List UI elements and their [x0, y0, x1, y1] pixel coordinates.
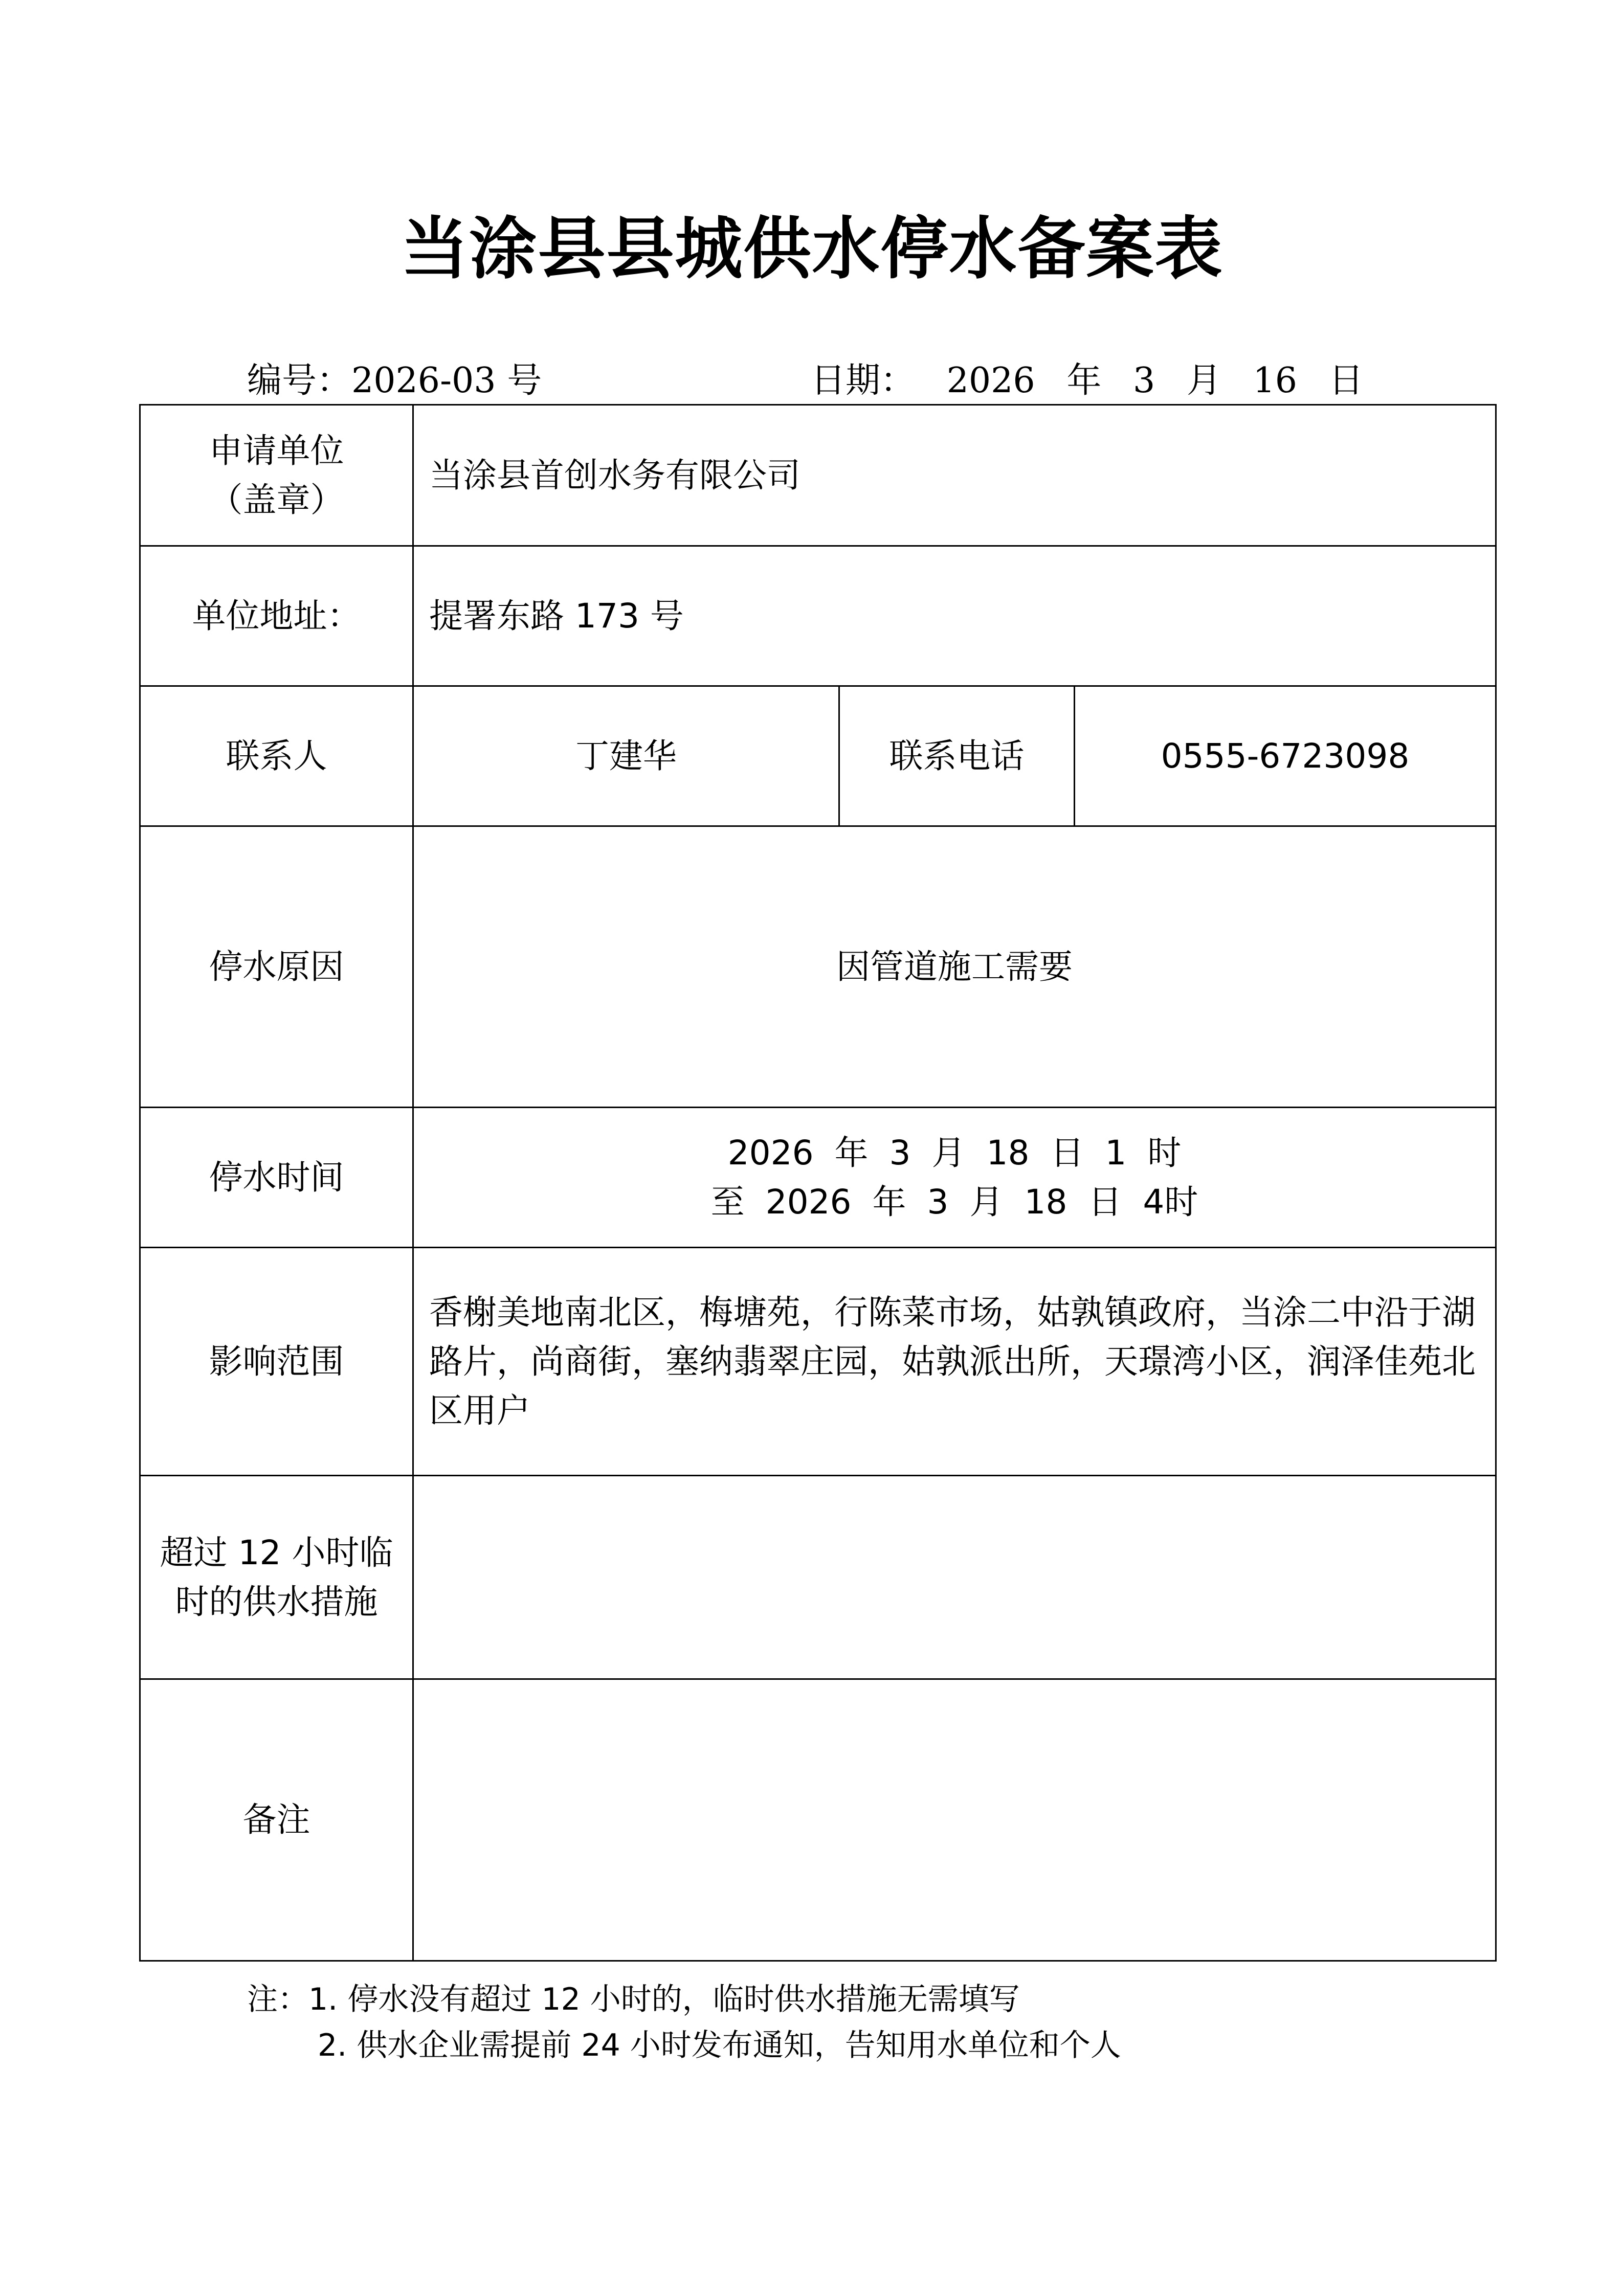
date-month: 3	[1132, 361, 1155, 401]
contact-value: 丁建华	[413, 686, 839, 826]
measures-value	[413, 1476, 1496, 1679]
applicant-label	[140, 405, 413, 546]
record-date	[811, 353, 1364, 402]
time-value	[413, 1108, 1496, 1248]
measures-label-line1: 超过 12 小时临	[160, 1533, 393, 1572]
footnote-2: 2. 供水企业需提前 24 小时发布通知，告知用水单位和个人	[318, 2028, 1121, 2063]
date-year: 2026	[946, 361, 1035, 401]
contact-label: 联系人	[140, 686, 413, 826]
address-label: 单位地址：	[140, 546, 413, 686]
time-start: 2026 年 3 月 18 日 1 时	[727, 1133, 1182, 1173]
applicant-value: 当涂县首创水务有限公司	[413, 405, 1496, 546]
footnote-1: 注：1. 停水没有超过 12 小时的，临时供水措施无需填写	[247, 1982, 1020, 2017]
date-label: 日期：	[811, 361, 916, 401]
time-label: 停水时间	[140, 1108, 413, 1248]
time-end: 至 2026 年 3 月 18 日 4时	[710, 1182, 1198, 1222]
measures-label	[140, 1476, 413, 1679]
document-title: 当涂县县城供水停水备案表	[401, 209, 1223, 288]
applicant-label-line1: 申请单位	[209, 431, 344, 470]
remarks-label: 备注	[140, 1679, 413, 1961]
record-number-value: 2026-03 号	[351, 361, 542, 401]
scope-label: 影响范围	[140, 1248, 413, 1476]
reason-label: 停水原因	[140, 826, 413, 1108]
phone-value: 0555-6723098	[1075, 686, 1496, 826]
footnotes	[247, 1976, 1121, 2068]
applicant-label-line2: （盖章）	[209, 480, 344, 520]
address-value: 提署东路 173 号	[413, 546, 1496, 686]
measures-label-line2: 时的供水措施	[175, 1582, 378, 1622]
address-row	[140, 546, 1496, 686]
date-day: 16	[1253, 361, 1298, 401]
remarks-row	[140, 1679, 1496, 1961]
date-month-unit: 月	[1186, 361, 1221, 401]
phone-label: 联系电话	[839, 686, 1075, 826]
date-day-unit: 日	[1328, 361, 1364, 401]
reason-row	[140, 826, 1496, 1108]
scope-row	[140, 1248, 1496, 1476]
remarks-value	[413, 1679, 1496, 1961]
contact-row	[140, 686, 1496, 826]
scope-value: 香榭美地南北区，梅塘苑，行陈菜市场，姑孰镇政府，当涂二中沿于湖路片，尚商街，塞纳翡翠庄园，姑孰派出所，天璟湾小区，润泽佳苑北区用户	[413, 1248, 1496, 1476]
record-number	[247, 353, 542, 402]
record-number-label: 编号：	[247, 361, 352, 401]
measures-row	[140, 1476, 1496, 1679]
applicant-row	[140, 405, 1496, 546]
date-year-unit: 年	[1066, 361, 1102, 401]
time-row	[140, 1108, 1496, 1248]
reason-value: 因管道施工需要	[413, 826, 1496, 1108]
filing-form-table	[139, 404, 1497, 1962]
